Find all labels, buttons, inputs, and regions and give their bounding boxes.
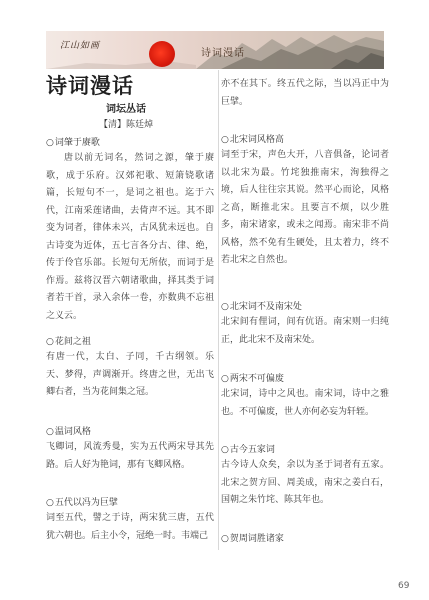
entry-heading-text: 两宋不可偏废	[229, 374, 284, 384]
entry-heading-text: 北宋词风格高	[229, 135, 284, 145]
banner-title: 诗词漫话	[201, 48, 245, 59]
entry-heading	[221, 372, 389, 386]
section-title: 词坛丛话	[106, 104, 146, 115]
entry-heading	[46, 496, 214, 510]
circle-bullet-icon: ○	[221, 534, 229, 544]
red-sun-icon	[149, 41, 175, 67]
entry-heading-text: 花间之祖	[54, 337, 91, 347]
entry-block	[46, 335, 214, 402]
entry-heading-text: 五代以冯为巨擘	[54, 498, 118, 508]
entry-block	[46, 496, 214, 545]
entry-paragraph: 词至五代，譬之于诗，两宋犹三唐，五代犹六朝也。后主小令，冠绝一时。韦端己	[46, 513, 214, 541]
entry-paragraph: 唐以前无词名，然词之源，肇于赓歌，成于乐府。汉郊祀歌、短箫铙歌诸篇，长短句不一，是词之祖也。迄于六代，江南采莲诸曲，去倚声不远。其不即变为词者，律体未兴，古风犹未远也。自古诗变为近体，五七言各分古、律、绝，传于伶官乐部。长短句无所依，而词于是作焉。兹将汉晋六朝诸歌曲，择其类于词者若干首，录入余体一卷，亦数典不忘祖之义云。	[46, 153, 214, 321]
circle-bullet-icon: ○	[221, 374, 229, 384]
entry-block	[221, 532, 389, 546]
column-divider	[218, 70, 219, 550]
entry-block	[46, 136, 214, 325]
entry-block	[221, 133, 389, 270]
circle-bullet-icon: ○	[221, 445, 229, 455]
entry-paragraph: 亦不在其下。终五代之际，当以冯正中为巨擘。	[221, 79, 389, 107]
circle-bullet-icon: ○	[46, 138, 54, 148]
entry-heading	[221, 300, 389, 314]
entry-heading	[221, 443, 389, 457]
entry-heading-text: 北宋词不及南宋处	[229, 302, 302, 312]
entry-block	[46, 425, 214, 474]
entry-heading	[221, 133, 389, 147]
author-line: 【清】陈廷焯	[98, 120, 153, 130]
circle-bullet-icon: ○	[221, 302, 229, 312]
entry-heading-text: 词肇于赓歌	[54, 138, 100, 148]
entry-paragraph: 词至于宋，声色大开，八音俱备，论词者以北宋为最。竹垞独推南宋，洵独得之境，后人往往宗其说。然平心而论，风格之高，断推北宋。且要言不烦，以少胜多，南宋诸家，或未之闻焉。南宋非不尚风格，然不免有生硬处，且太着力，终不若北宋之自然也。	[221, 150, 389, 265]
entry-paragraph: 有唐一代，太白、子同，千古纲领。乐天、梦得，声调渐开。终唐之世，无出飞卿右者，当为花间集之冠。	[46, 352, 214, 397]
banner-calligraphy: 江山如画	[60, 41, 101, 51]
header-banner	[46, 31, 384, 69]
circle-bullet-icon: ○	[221, 135, 229, 145]
entry-paragraph: 飞卿词，风流秀曼，实为五代两宋导其先路。后人好为艳词，那有飞卿风格。	[46, 442, 214, 470]
article-title: 诗词漫话	[46, 74, 134, 98]
entry-paragraph: 北宋间有俚词，间有伉语。南宋则一归纯正，此北宋不及南宋处。	[221, 317, 389, 345]
circle-bullet-icon: ○	[46, 427, 54, 437]
entry-block	[221, 76, 389, 111]
entry-block	[221, 372, 389, 421]
entry-heading	[46, 136, 214, 150]
entry-block	[221, 300, 389, 349]
entry-heading	[46, 335, 214, 349]
entry-heading	[221, 532, 389, 546]
page-number: 69	[398, 581, 410, 591]
entry-heading	[46, 425, 214, 439]
entry-heading-text: 贺周词胜诸家	[229, 534, 284, 544]
entry-block	[221, 443, 389, 510]
entry-heading-text: 古今五家词	[229, 445, 275, 455]
circle-bullet-icon: ○	[46, 498, 54, 508]
circle-bullet-icon: ○	[46, 337, 54, 347]
entry-heading-text: 温词风格	[54, 427, 91, 437]
entry-paragraph: 古今诗人众矣，余以为圣于词者有五家。北宋之贺方回、周美成，南宋之姜白石，国朝之朱竹垞、陈其年也。	[221, 460, 389, 505]
entry-paragraph: 北宋词，诗中之风也。南宋词，诗中之雅也。不可偏废，世人亦何必妄为轩轾。	[221, 389, 389, 417]
